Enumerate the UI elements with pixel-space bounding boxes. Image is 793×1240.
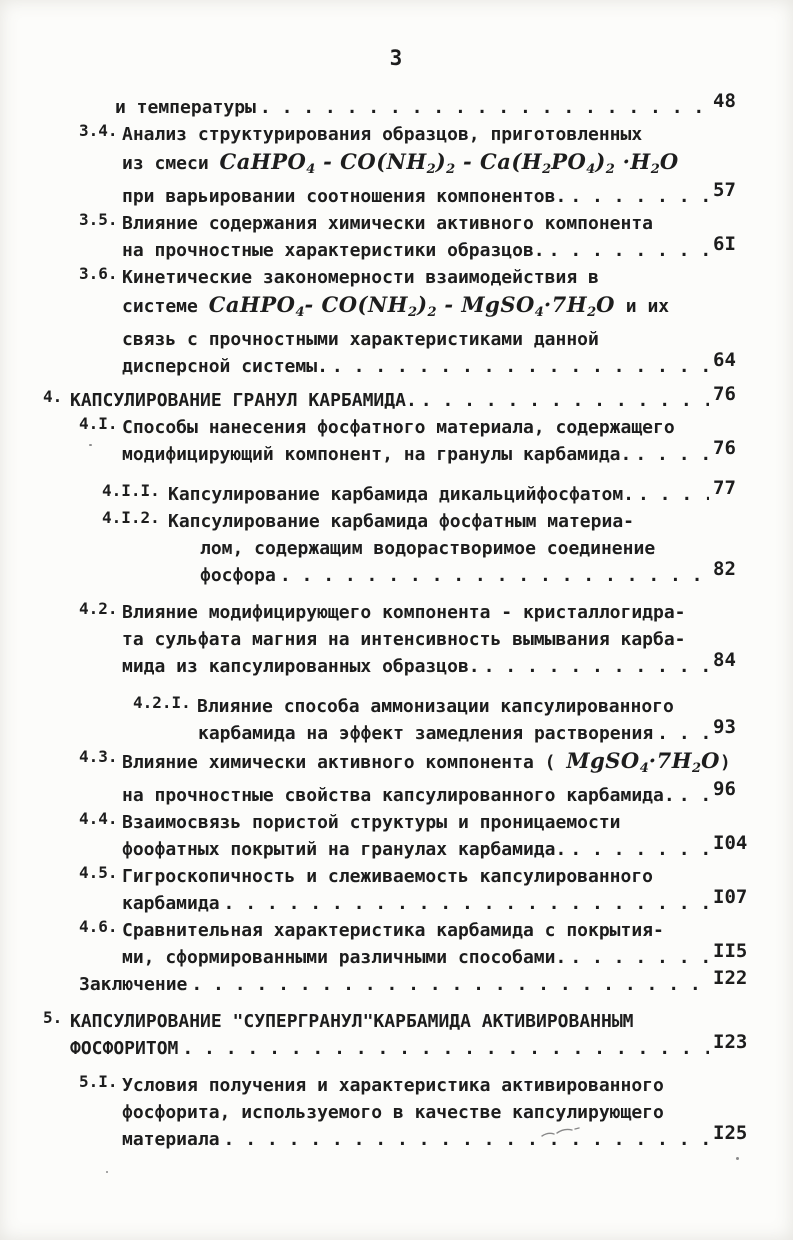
toc-entry <box>0 809 759 863</box>
toc-row <box>0 349 759 380</box>
toc-entry <box>0 693 759 747</box>
toc-row <box>0 1008 759 1035</box>
table-of-contents <box>0 90 759 1153</box>
entry-text: Влияние модифицирующего компонента - кристаллогидра- <box>122 602 686 623</box>
entry-text: Способы нанесения фосфатного материала, содержащего <box>122 417 675 438</box>
dot-leader <box>638 481 709 508</box>
entry-text: Влияние способа аммонизации капсулированного <box>197 696 674 717</box>
toc-entry <box>0 1008 759 1062</box>
entry-text <box>122 748 731 776</box>
dot-leader <box>260 94 709 121</box>
entry-text: Анализ структурирования образцов, приготовленных <box>122 124 643 145</box>
page-ref: 93 <box>713 716 736 738</box>
toc-entry <box>0 599 759 680</box>
toc-row <box>0 233 759 264</box>
toc-row <box>0 778 759 809</box>
entry-text: Гигроскопичность и слеживаемость капсулированного <box>122 866 654 887</box>
entry-text: Кинетические закономерности взаимодействия в <box>122 267 599 288</box>
entry-text <box>122 149 679 177</box>
toc-entry <box>0 747 759 809</box>
entry-number: 4.2. <box>79 599 118 618</box>
entry-number: 4. <box>43 387 63 406</box>
entry-number: 5.I. <box>79 1072 118 1091</box>
toc-entry <box>0 967 759 998</box>
toc-row <box>0 649 759 680</box>
dot-leader <box>635 441 709 468</box>
dot-leader <box>570 944 709 971</box>
entry-text: КАПСУЛИРОВАНИЕ ГРАНУЛ КАРБАМИДА. <box>70 390 417 411</box>
dot-leader <box>332 353 709 380</box>
dot-leader <box>191 971 709 998</box>
toc-row <box>0 179 759 210</box>
entry-text: фоофатных покрытий на гранулах карбамида. <box>122 839 567 860</box>
entry-text: Влияние химически активного компонента ( <box>122 752 567 773</box>
toc-row <box>0 148 759 183</box>
toc-row <box>0 326 759 353</box>
dot-leader <box>657 720 709 747</box>
toc-row <box>0 1122 759 1153</box>
page-ref: 96 <box>713 778 736 800</box>
entry-text: ) <box>719 752 731 773</box>
dot-leader <box>421 387 709 414</box>
entry-text: модифицирующий компонент, на гранулы карбамида. <box>122 444 632 465</box>
entry-text: ФОСФОРИТОМ <box>70 1038 179 1059</box>
toc-row <box>0 1099 759 1126</box>
entry-text: Капсулирование карбамида дикальцийфосфатом. <box>168 484 634 505</box>
page-ref: 76 <box>713 437 736 459</box>
page-ref: I07 <box>713 886 748 908</box>
entry-text: системе <box>122 296 209 317</box>
entry-number: 5. <box>43 1008 63 1027</box>
chem-formula: CaHPO$_4$ - $CO(NH_2)_2 - Ca(H_2PO_4)_2 \cdot H_2O$ <box>219 149 679 177</box>
toc-row <box>0 832 759 863</box>
entry-text: Сравнительная характеристика карбамида с покрытия- <box>122 920 664 941</box>
handwritten-mark <box>540 1122 592 1142</box>
toc-entry <box>0 414 759 468</box>
toc-entry <box>0 383 759 414</box>
entry-text: Капсулирование карбамида фосфатным материа- <box>168 511 634 532</box>
entry-text: из смеси <box>122 153 220 174</box>
toc-row <box>0 383 759 414</box>
toc-row <box>0 535 759 562</box>
page-ref: I23 <box>713 1031 748 1053</box>
entry-text: фосфорита, используемого в качестве капсулирующего <box>122 1102 664 1123</box>
entry-text: лом, содержащим водорастворимое соединение <box>200 538 656 559</box>
entry-text: Условия получения и характеристика активированного <box>122 1075 664 1096</box>
toc-row <box>0 558 759 589</box>
entry-text: Взаимосвязь пористой структуры и проницаемости <box>122 812 621 833</box>
dot-leader <box>570 836 709 863</box>
page-ref: 6I <box>713 233 736 255</box>
entry-text: связь с прочностными характеристиками данной <box>122 329 599 350</box>
entry-text: при варьировании соотношения компонентов. <box>122 186 567 207</box>
dot-leader <box>484 653 709 680</box>
entry-text: материала <box>122 1129 220 1150</box>
entry-number: 4.5. <box>79 863 118 882</box>
entry-text: фосфора <box>200 565 276 586</box>
dot-leader <box>182 1035 709 1062</box>
page-ref: I25 <box>713 1122 748 1144</box>
entry-number: 3.5. <box>79 210 118 229</box>
chem-formula: CaHPO$_4$- $CO(NH_2)_2$ - $MgSO_4\cdot 7H_2O$ <box>208 292 615 320</box>
dot-leader <box>280 562 709 589</box>
toc-row <box>0 886 759 917</box>
toc-row <box>0 940 759 971</box>
chem-formula: $MgSO_4\cdot 7H_2O$ <box>566 748 720 776</box>
toc-entry <box>0 508 759 589</box>
toc-row <box>0 437 759 468</box>
entry-text: карбамида <box>122 893 220 914</box>
entry-text: на прочностные свойства капсулированного карбамида. <box>122 785 675 806</box>
entry-number: 4.2.I. <box>133 693 191 712</box>
dot-leader <box>549 237 709 264</box>
page-ref: 77 <box>713 477 736 499</box>
entry-number: 4.I.I. <box>102 481 160 500</box>
entry-text: та сульфата магния на интенсивность вымывания карба- <box>122 629 686 650</box>
entry-text: КАПСУЛИРОВАНИЕ "СУПЕРГРАНУЛ"КАРБАМИДА АКТИВИРОВАННЫМ <box>70 1011 634 1032</box>
page-ref: II5 <box>713 940 748 962</box>
toc-entry <box>0 264 759 380</box>
dot-leader <box>224 890 709 917</box>
entry-text: на прочностные характеристики образцов. <box>122 240 545 261</box>
page-ref: I04 <box>713 832 748 854</box>
entry-text <box>122 292 670 320</box>
entry-text: и их <box>614 296 670 317</box>
page-ref: 48 <box>713 90 736 112</box>
toc-row <box>0 291 759 326</box>
entry-number: 4.3. <box>79 747 118 766</box>
entry-text: ми, сформированными различными способами. <box>122 947 567 968</box>
paper-speck <box>106 1171 108 1173</box>
page-number: 3 <box>389 46 404 70</box>
entry-text: дисперсной системы. <box>122 356 328 377</box>
toc-entry <box>0 863 759 917</box>
entry-text: Заключение <box>79 974 188 995</box>
toc-entry <box>0 1072 759 1153</box>
toc-entry <box>0 917 759 971</box>
entry-number: 4.I. <box>79 414 118 433</box>
dot-leader <box>679 782 709 809</box>
toc-entry <box>0 210 759 264</box>
page-ref: 57 <box>713 179 736 201</box>
entry-number: 4.I.2. <box>102 508 160 527</box>
page-ref: 76 <box>713 383 736 405</box>
entry-number: 3.4. <box>79 121 118 140</box>
toc-entry <box>0 477 759 508</box>
toc-row <box>0 967 759 998</box>
toc-row <box>0 626 759 653</box>
toc-row <box>0 716 759 747</box>
toc-entry <box>0 121 759 210</box>
page-ref: 82 <box>713 558 736 580</box>
dot-leader <box>570 183 709 210</box>
paper-speck <box>89 444 92 446</box>
entry-text: карбамида на эффект замедления растворения <box>198 723 654 744</box>
entry-text: Влияние содержания химически активного компонента <box>122 213 654 234</box>
entry-number: 4.4. <box>79 809 118 828</box>
page-ref: 84 <box>713 649 736 671</box>
entry-number: 3.6. <box>79 264 118 283</box>
toc-row <box>0 1031 759 1062</box>
dot-leader <box>224 1126 709 1153</box>
entry-number: 4.6. <box>79 917 118 936</box>
page-ref: I22 <box>713 967 748 989</box>
toc-entry <box>0 90 759 121</box>
page-ref: 64 <box>713 349 736 371</box>
paper-speck <box>736 1157 739 1160</box>
toc-row <box>0 90 759 121</box>
toc-row <box>0 693 759 720</box>
entry-text: и температуры <box>115 97 256 118</box>
entry-text: мида из капсулированных образцов. <box>122 656 480 677</box>
